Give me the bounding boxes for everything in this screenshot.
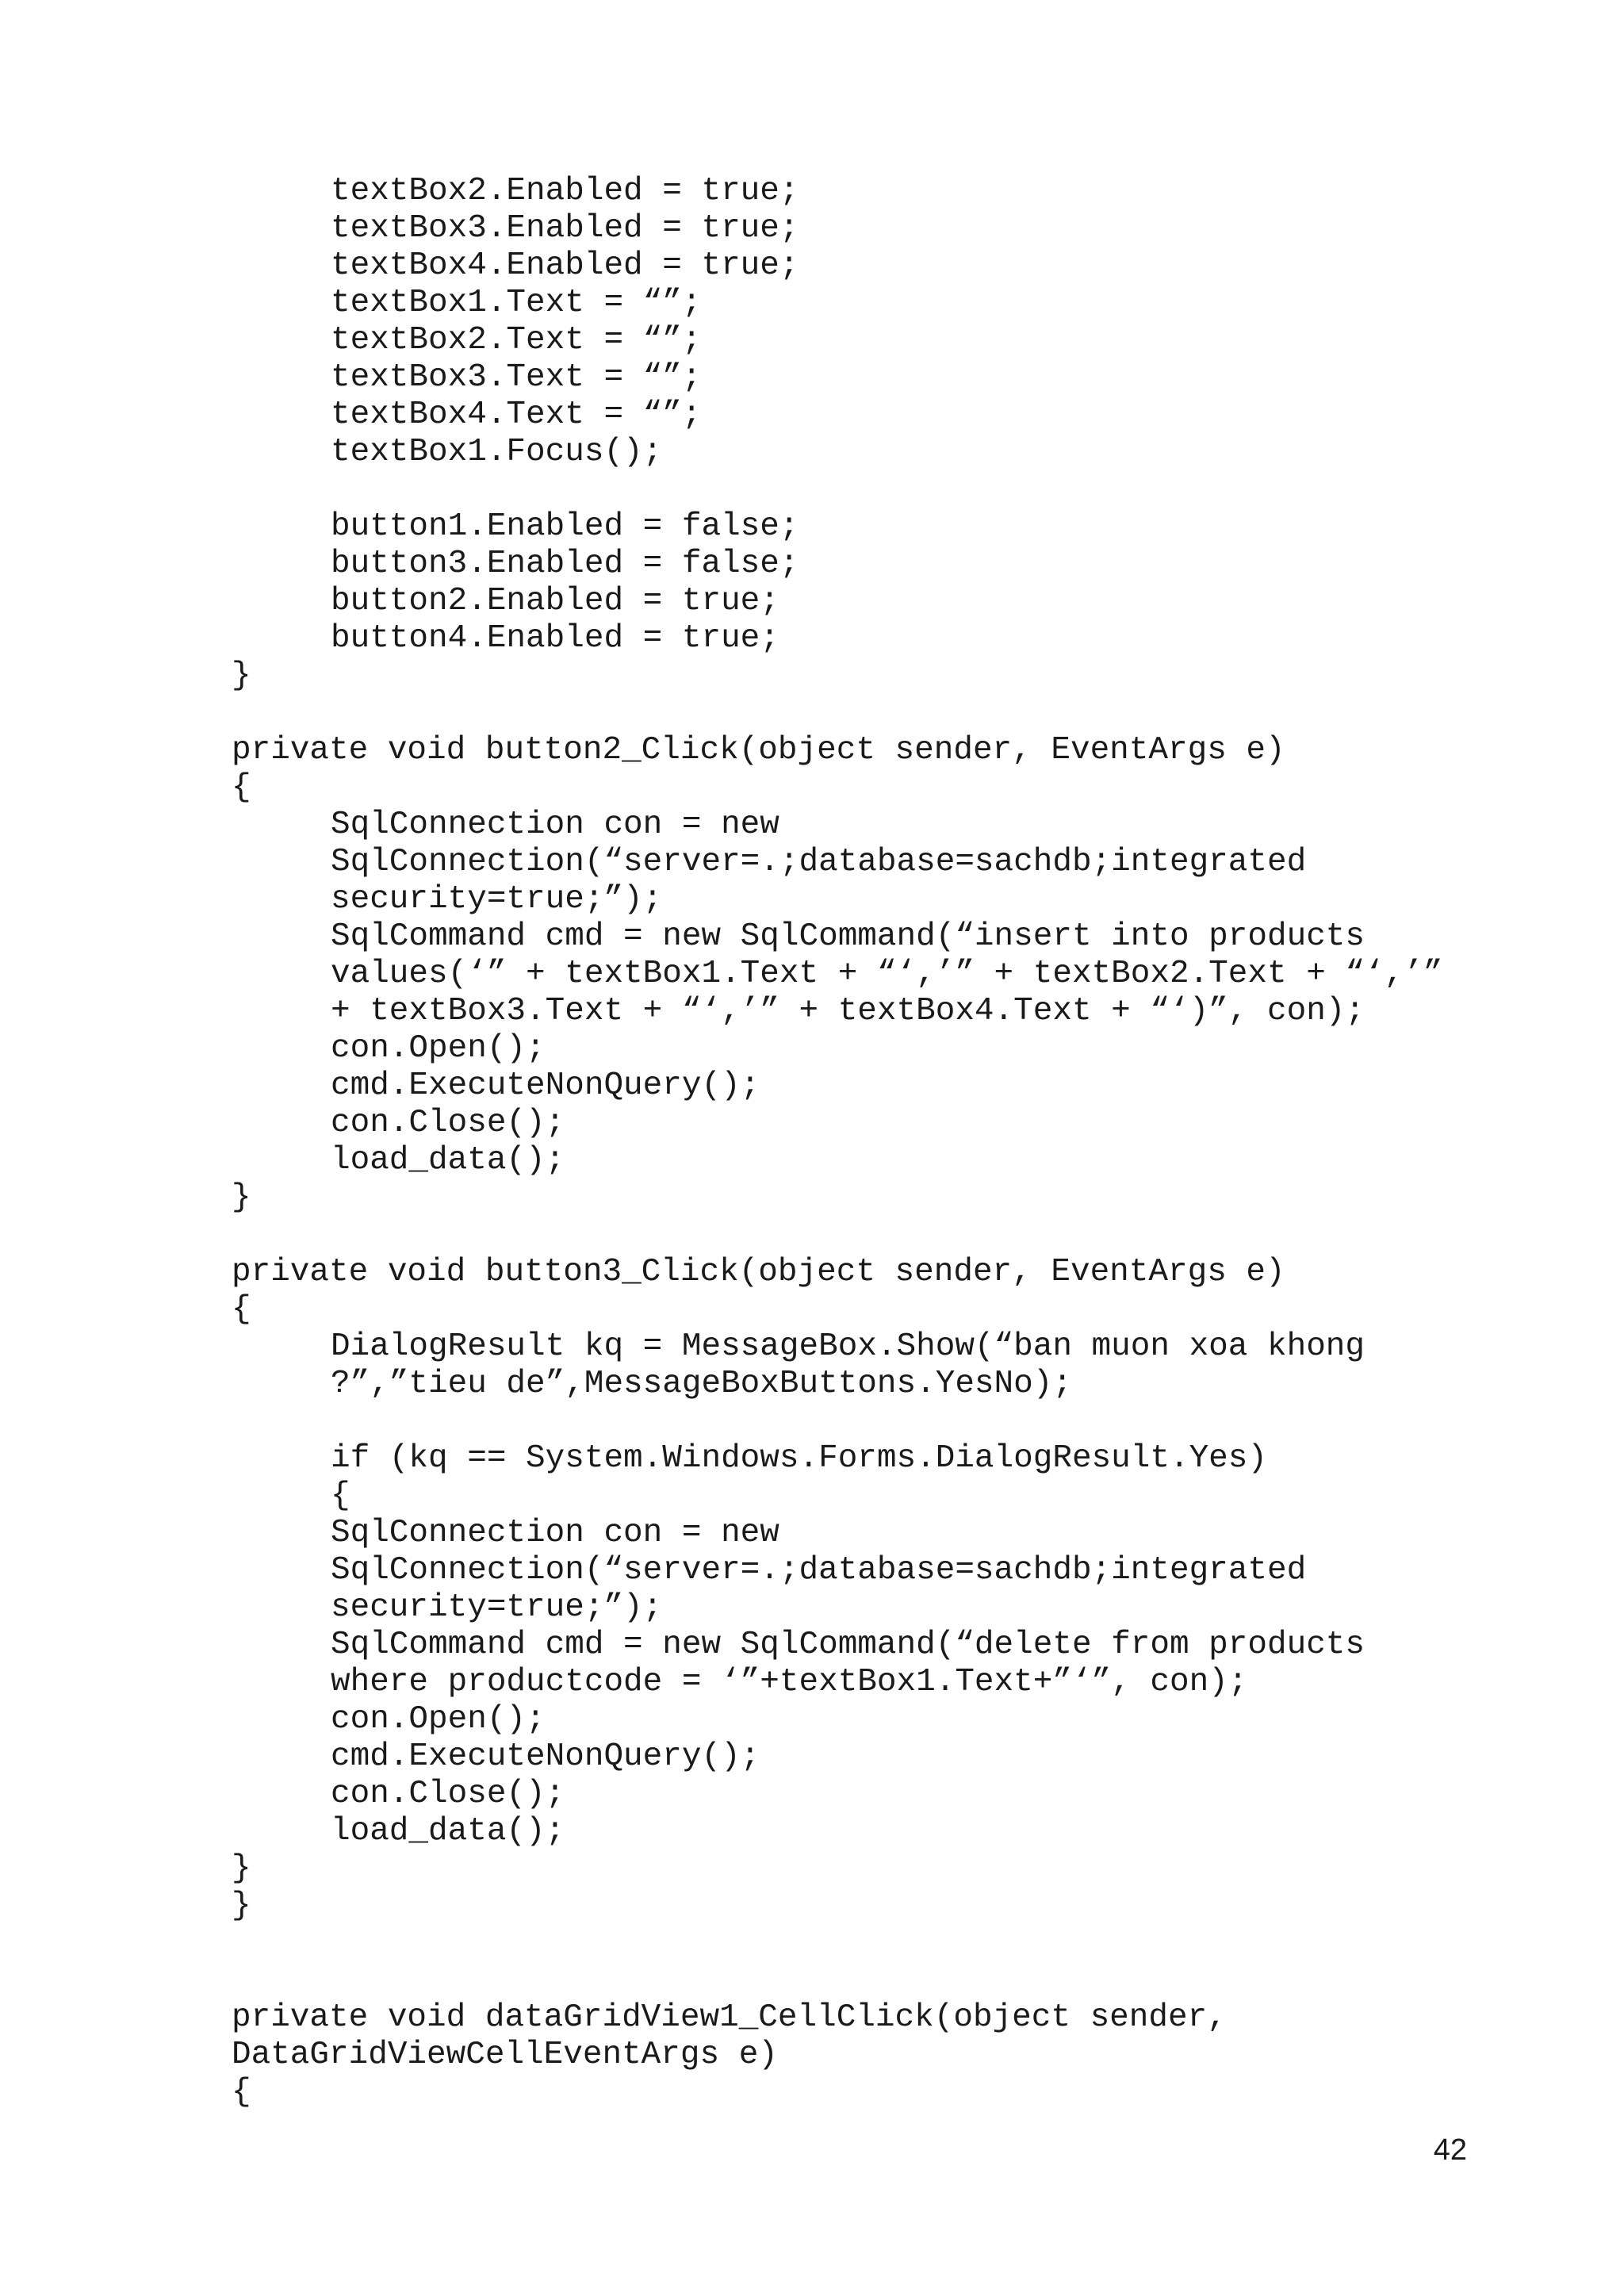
code-line: } — [232, 1850, 251, 1887]
code-line: { — [232, 1291, 251, 1328]
code-line: } — [232, 1888, 251, 1924]
code-line: cmd.ExecuteNonQuery(); — [331, 1738, 760, 1775]
code-line: private void button3_Click(object sender, EventArgs e) — [232, 1254, 1285, 1290]
code-line: button1.Enabled = false; — [331, 508, 799, 545]
code-line: DialogResult kq = MessageBox.Show(“ban muon xoa khong — [331, 1328, 1365, 1365]
code-line: textBox1.Text = “”; — [331, 285, 702, 321]
page-number: 42 — [1433, 2133, 1467, 2167]
code-line: if (kq == System.Windows.Forms.DialogResult.Yes) — [331, 1440, 1267, 1477]
code-line: textBox2.Enabled = true; — [331, 173, 799, 209]
code-line: SqlCommand cmd = new SqlCommand(“delete from products — [331, 1627, 1365, 1663]
code-line: SqlConnection con = new — [331, 1515, 779, 1551]
code-line: cmd.ExecuteNonQuery(); — [331, 1068, 760, 1104]
code-line: textBox4.Text = “”; — [331, 397, 702, 433]
code-line: con.Open(); — [331, 1701, 546, 1738]
code-line: security=true;”); — [331, 1589, 663, 1626]
code-line: where productcode = ‘”+textBox1.Text+”‘”, con); — [331, 1664, 1248, 1700]
code-line: values(‘” + textBox1.Text + “‘,’” + textBox2.Text + “‘,’” — [331, 956, 1443, 992]
code-line: button2.Enabled = true; — [331, 583, 779, 619]
code-line: textBox2.Text = “”; — [331, 322, 702, 358]
code-line: SqlConnection(“server=.;database=sachdb;integrated — [331, 844, 1307, 880]
code-line: textBox3.Text = “”; — [331, 359, 702, 396]
code-line: SqlConnection con = new — [331, 807, 779, 843]
code-line: con.Close(); — [331, 1105, 565, 1141]
code-line: button3.Enabled = false; — [331, 546, 799, 582]
code-line: textBox1.Focus(); — [331, 434, 663, 470]
code-line: { — [232, 769, 251, 806]
code-line: ?”,”tieu de”,MessageBoxButtons.YesNo); — [331, 1366, 1072, 1402]
code-line: + textBox3.Text + “‘,’” + textBox4.Text + “‘)”, con); — [331, 993, 1365, 1029]
code-line: { — [331, 1478, 350, 1514]
code-line: button4.Enabled = true; — [331, 620, 779, 657]
code-line: textBox4.Enabled = true; — [331, 247, 799, 284]
code-line: load_data(); — [331, 1813, 565, 1849]
code-line: textBox3.Enabled = true; — [331, 210, 799, 247]
code-line: } — [232, 1179, 251, 1216]
code-line: security=true;”); — [331, 881, 663, 918]
code-line: private void dataGridView1_CellClick(object sender, — [232, 1999, 1227, 2036]
code-line: } — [232, 657, 251, 694]
code-line: private void button2_Click(object sender, EventArgs e) — [232, 732, 1285, 769]
code-line: load_data(); — [331, 1142, 565, 1179]
code-line: con.Open(); — [331, 1030, 546, 1067]
code-line: { — [232, 2074, 251, 2110]
code-line: DataGridViewCellEventArgs e) — [232, 2037, 778, 2073]
code-line: con.Close(); — [331, 1776, 565, 1812]
code-line: SqlCommand cmd = new SqlCommand(“insert into products — [331, 918, 1365, 955]
code-line: SqlConnection(“server=.;database=sachdb;integrated — [331, 1552, 1307, 1589]
